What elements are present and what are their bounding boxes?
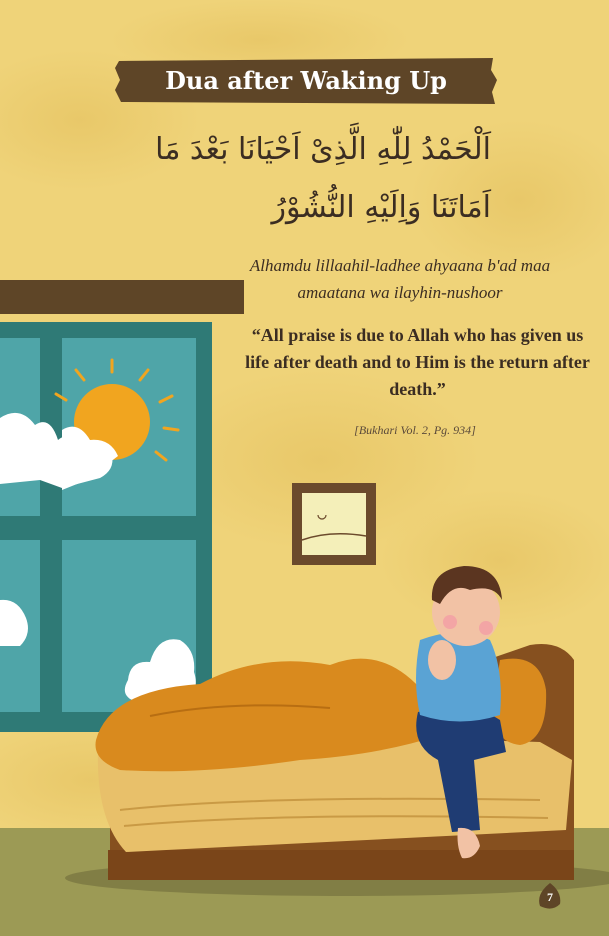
transliteration-line-2: amaatana wa ilayhin-nushoor — [297, 283, 503, 302]
arabic-line-1: اَلْحَمْدُ لِلّٰهِ الَّذِىْ اَحْيَانَا بَعْدَ مَا — [155, 132, 491, 167]
translation-quote: “All praise is due to Allah who has given us life after death and to Him is the return after death.” — [245, 325, 590, 399]
transliteration-line-1: Alhamdu lillaahil-ladhee ahyaana b'ad maa — [249, 256, 551, 275]
window — [0, 322, 212, 732]
page-number: 7 — [547, 890, 553, 904]
arabic-line-2: اَمَاتَنَا وَاِلَيْهِ النُّشُوْرُ — [271, 190, 491, 225]
window-shelf — [0, 280, 244, 314]
page-title: Dua after Waking Up — [165, 66, 447, 95]
hadith-source: [Bukhari Vol. 2, Pg. 934] — [354, 423, 476, 437]
wall-picture-frame — [292, 483, 376, 565]
